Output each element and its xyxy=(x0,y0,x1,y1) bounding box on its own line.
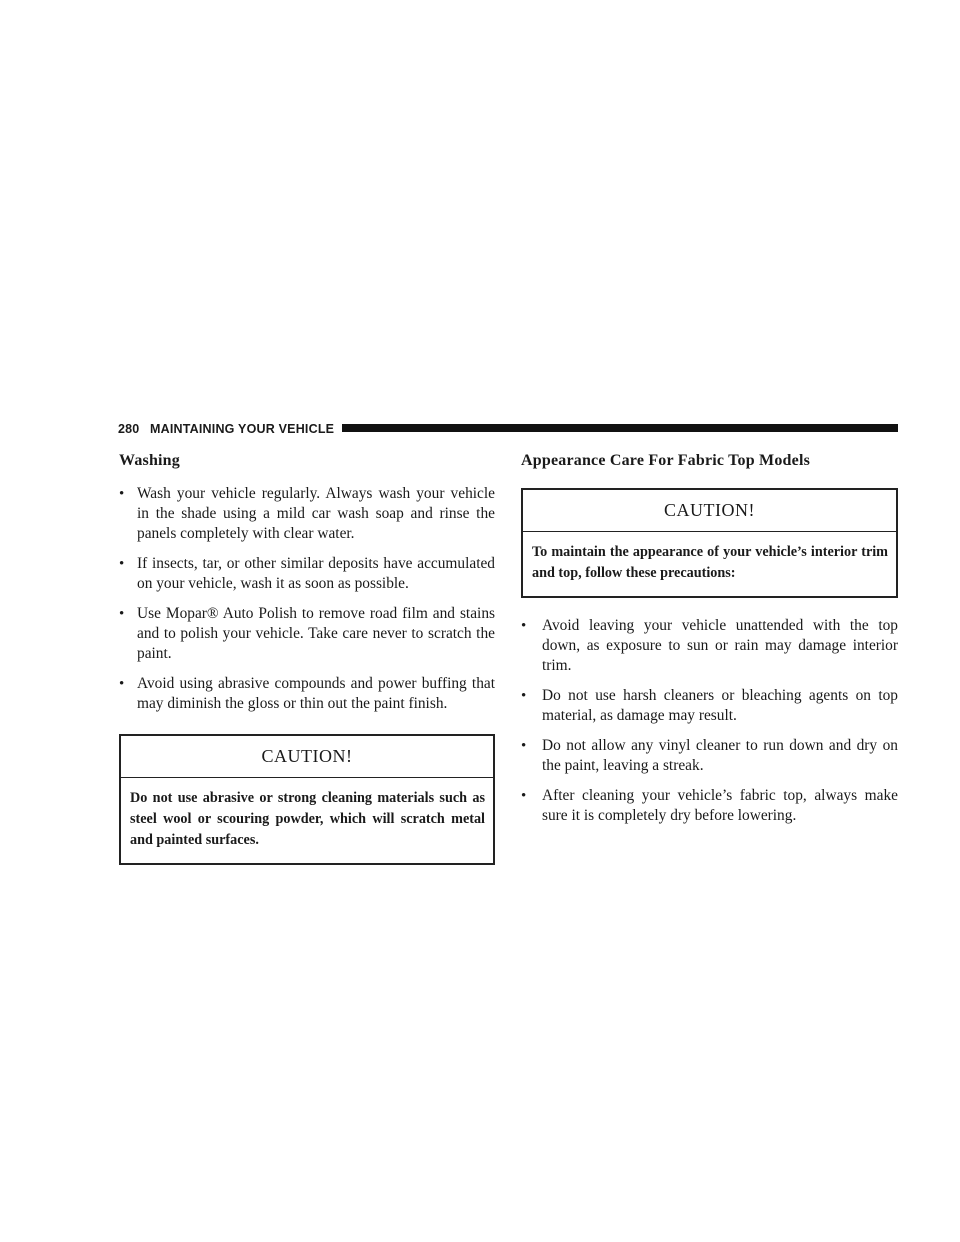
list-item-text: Avoid leaving your vehicle unattended with the top down, as exposure to sun or rain may damage interior trim. xyxy=(542,617,898,674)
list-item xyxy=(119,674,495,714)
list-item-text: Use Mopar® Auto Polish to remove road film and stains and to polish your vehicle. Take care never to scratch the paint. xyxy=(137,605,495,662)
list-item xyxy=(119,604,495,664)
caution-title: CAUTION! xyxy=(523,490,896,532)
bullet-icon: • xyxy=(119,676,125,692)
list-item xyxy=(119,484,495,544)
bullet-icon: • xyxy=(119,486,125,502)
bullet-icon: • xyxy=(521,738,527,754)
list-item xyxy=(521,736,898,776)
bullet-icon: • xyxy=(521,788,527,804)
caution-text: Do not use abrasive or strong cleaning materials such as steel wool or scouring powder, which will scratch metal and painted surfaces. xyxy=(130,790,485,848)
page-header xyxy=(118,420,898,438)
fabric-top-list xyxy=(521,616,898,826)
caution-text: To maintain the appearance of your vehicle’s interior trim and top, follow these precautions: xyxy=(532,544,888,581)
bullet-icon: • xyxy=(521,688,527,704)
page-number: 280 xyxy=(118,422,140,436)
list-item xyxy=(521,616,898,676)
header-rule xyxy=(342,424,898,432)
left-column xyxy=(119,452,495,865)
section-title: MAINTAINING YOUR VEHICLE xyxy=(150,422,335,436)
bullet-icon: • xyxy=(521,618,527,634)
bullet-icon: • xyxy=(119,606,125,622)
washing-list xyxy=(119,484,495,714)
list-item-text: Wash your vehicle regularly. Always wash your vehicle in the shade using a mild car wash soap and rinse the panels completely with clear water. xyxy=(137,485,495,542)
bullet-icon: • xyxy=(119,556,125,572)
list-item-text: Do not allow any vinyl cleaner to run down and dry on the paint, leaving a streak. xyxy=(542,737,898,774)
caution-title: CAUTION! xyxy=(121,736,493,778)
list-item xyxy=(119,554,495,594)
list-item-text: If insects, tar, or other similar deposits have accumulated on your vehicle, wash it as soon as possible. xyxy=(137,555,495,592)
right-column xyxy=(521,452,898,836)
washing-heading: Washing xyxy=(119,452,180,469)
fabric-top-heading: Appearance Care For Fabric Top Models xyxy=(521,452,811,469)
caution-box-washing xyxy=(119,734,495,865)
list-item-text: Do not use harsh cleaners or bleaching agents on top material, as damage may result. xyxy=(542,687,898,724)
list-item-text: Avoid using abrasive compounds and power buffing that may diminish the gloss or thin out the paint finish. xyxy=(137,675,495,712)
caution-box-fabric-top xyxy=(521,488,898,598)
list-item-text: After cleaning your vehicle’s fabric top, always make sure it is completely dry before lowering. xyxy=(542,787,898,824)
list-item xyxy=(521,686,898,726)
list-item xyxy=(521,786,898,826)
